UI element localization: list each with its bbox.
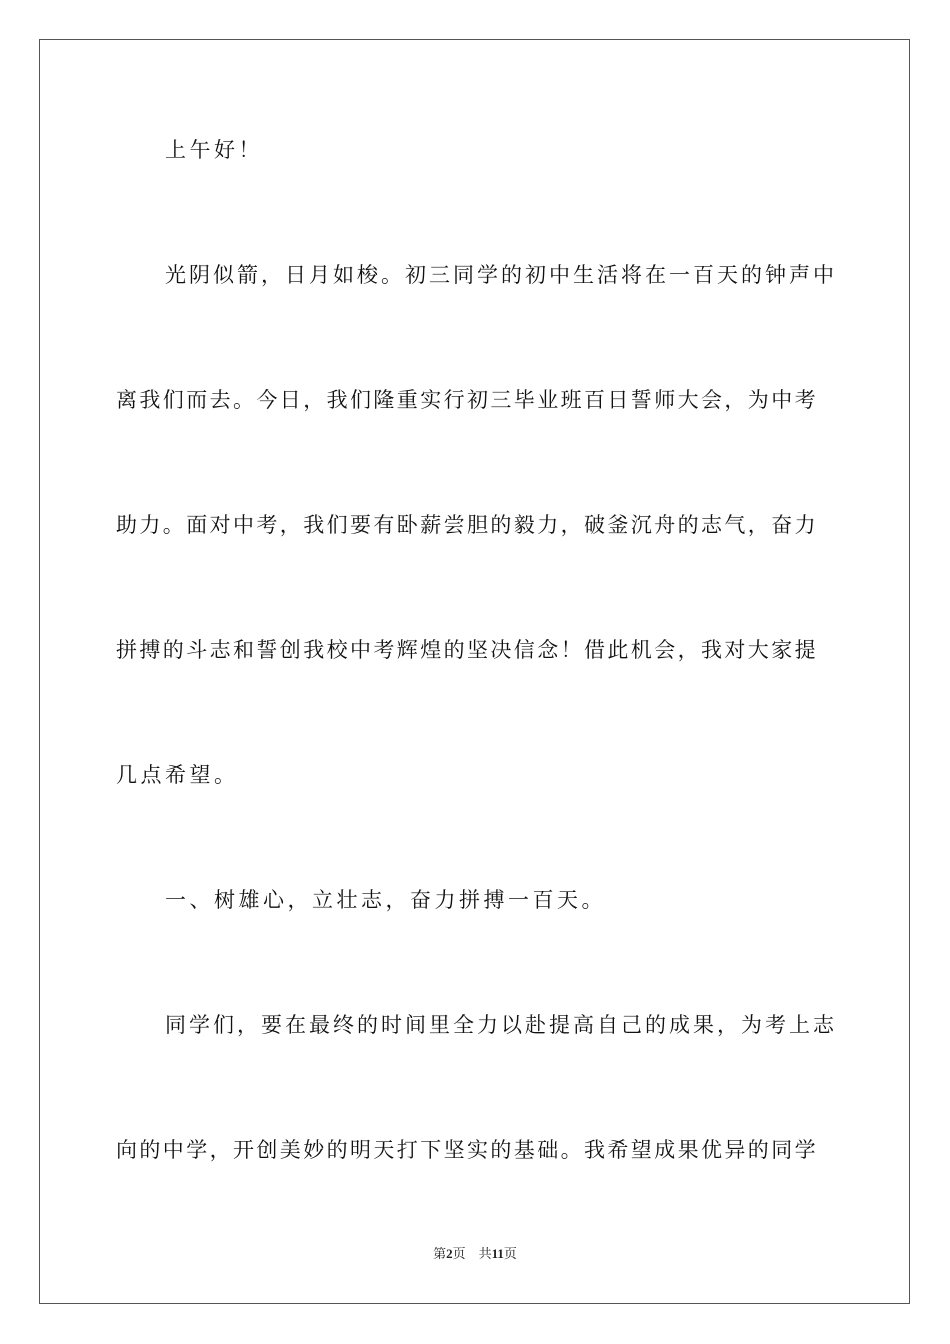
- paragraph-1-line-4: 拼搏的斗志和誓创我校中考辉煌的坚决信念！借此机会，我对大家提: [116, 638, 818, 662]
- paragraph-1-line-2: 离我们而去。今日，我们隆重实行初三毕业班百日誓师大会，为中考: [116, 388, 818, 412]
- footer-total-pages: 11: [491, 1246, 504, 1261]
- footer-page-suffix: 页: [503, 1246, 517, 1261]
- page-footer: [0, 1245, 950, 1263]
- paragraph-1-line-1: 光阴似箭，日月如梭。初三同学的初中生活将在一百天的钟声中: [165, 263, 837, 287]
- paragraph-1-line-3: 助力。面对中考，我们要有卧薪尝胆的毅力，破釜沉舟的志气，奋力: [116, 513, 818, 537]
- footer-current-page: 2: [446, 1246, 453, 1261]
- section-heading-1: 一、树雄心，立壮志，奋力拼搏一百天。: [165, 888, 606, 912]
- paragraph-2-line-2: 向的中学，开创美妙的明天打下坚实的基础。我希望成果优异的同学: [116, 1138, 818, 1162]
- footer-page-prefix: 第: [433, 1246, 447, 1261]
- paragraph-1-line-5: 几点希望。: [116, 763, 239, 787]
- page-border: [39, 39, 910, 1304]
- greeting-line: 上午好！: [165, 138, 263, 162]
- footer-page-mid: 页 共: [452, 1246, 492, 1261]
- paragraph-2-line-1: 同学们，要在最终的时间里全力以赴提高自己的成果，为考上志: [165, 1013, 837, 1037]
